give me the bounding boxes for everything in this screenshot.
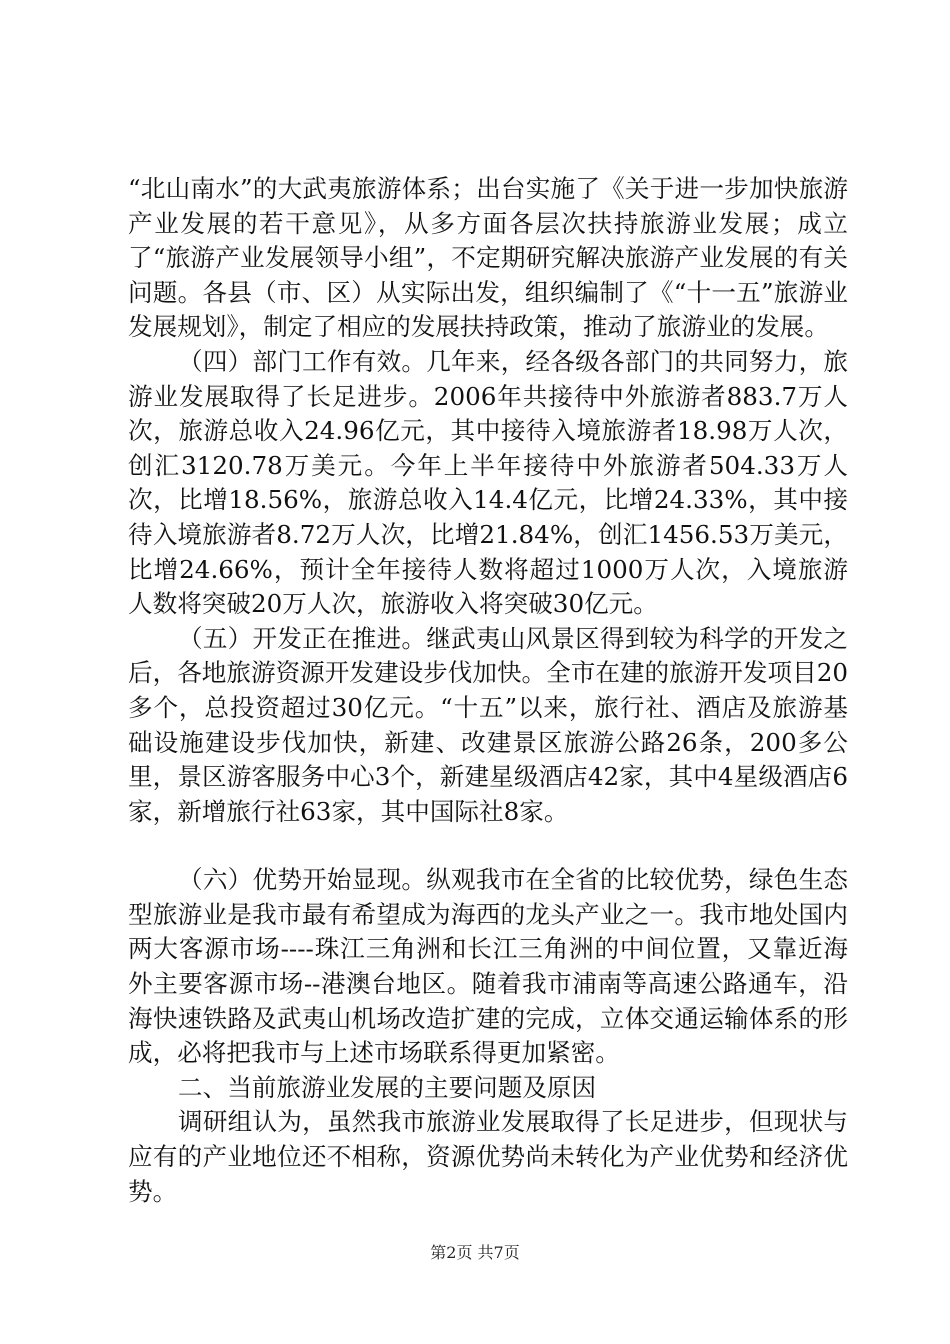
page-number-footer: 第2页 共7页 [430, 1243, 520, 1262]
paragraph-development-progress: （五）开发正在推进。继武夷山风景区得到较为科学的开发之后，各地旅游资源开发建设步伐加快。全市在建的旅游开发项目20多个，总投资超过30亿元。“十五”以来，旅行社、酒店及旅游基础设施建设步伐加快，新建、改建景区旅游公路26条，200多公里，景区游客服务中心3个，新建星级酒店42家，其中4星级酒店6家，新增旅行社63家，其中国际社8家。 [128, 623, 848, 826]
paragraph-continuation: “北山南水”的大武夷旅游体系；出台实施了《关于进一步加快旅游产业发展的若干意见》，从多方面各层次扶持旅游业发展；成立了“旅游产业发展领导小组”，不定期研究解决旅游产业发展的有关问题。各县（市、区）从实际出发，组织编制了《“十一五”旅游业发展规划》，制定了相应的发展扶持政策，推动了旅游业的发展。 [128, 174, 848, 342]
paragraph-department-work: （四）部门工作有效。几年来，经各级各部门的共同努力，旅游业发展取得了长足进步。2006年共接待中外旅游者883.7万人次，旅游总收入24.96亿元，其中接待入境旅游者18.98万人次，创汇3120.78万美元。今年上半年接待中外旅游者504.33万人次，比增18.56%，旅游总收入14.4亿元，比增24.33%，其中接待入境旅游者8.72万人次，比增21.84%，创汇1456.53万美元，比增24.66%，预计全年接待人数将超过1000万人次，入境旅游人数将突破20万人次，旅游收入将突破30亿元。 [128, 346, 848, 619]
section-heading: 二、当前旅游业发展的主要问题及原因 [178, 1072, 597, 1102]
paragraph-advantages: （六）优势开始显现。纵观我市在全省的比较优势，绿色生态型旅游业是我市最有希望成为海西的龙头产业之一。我市地处国内两大客源市场----珠江三角洲和长江三角洲的中间位置，又靠近海外主要客源市场--港澳台地区。随着我市浦南等高速公路通车，沿海快速铁路及武夷山机场改造扩建的完成，立体交通运输体系的形成，必将把我市与上述市场联系得更加紧密。 [128, 865, 848, 1068]
paragraph-research-conclusion: 调研组认为，虽然我市旅游业发展取得了长足进步，但现状与应有的产业地位还不相称，资源优势尚未转化为产业优势和经济优势。 [128, 1107, 848, 1206]
document-body [128, 172, 848, 1209]
